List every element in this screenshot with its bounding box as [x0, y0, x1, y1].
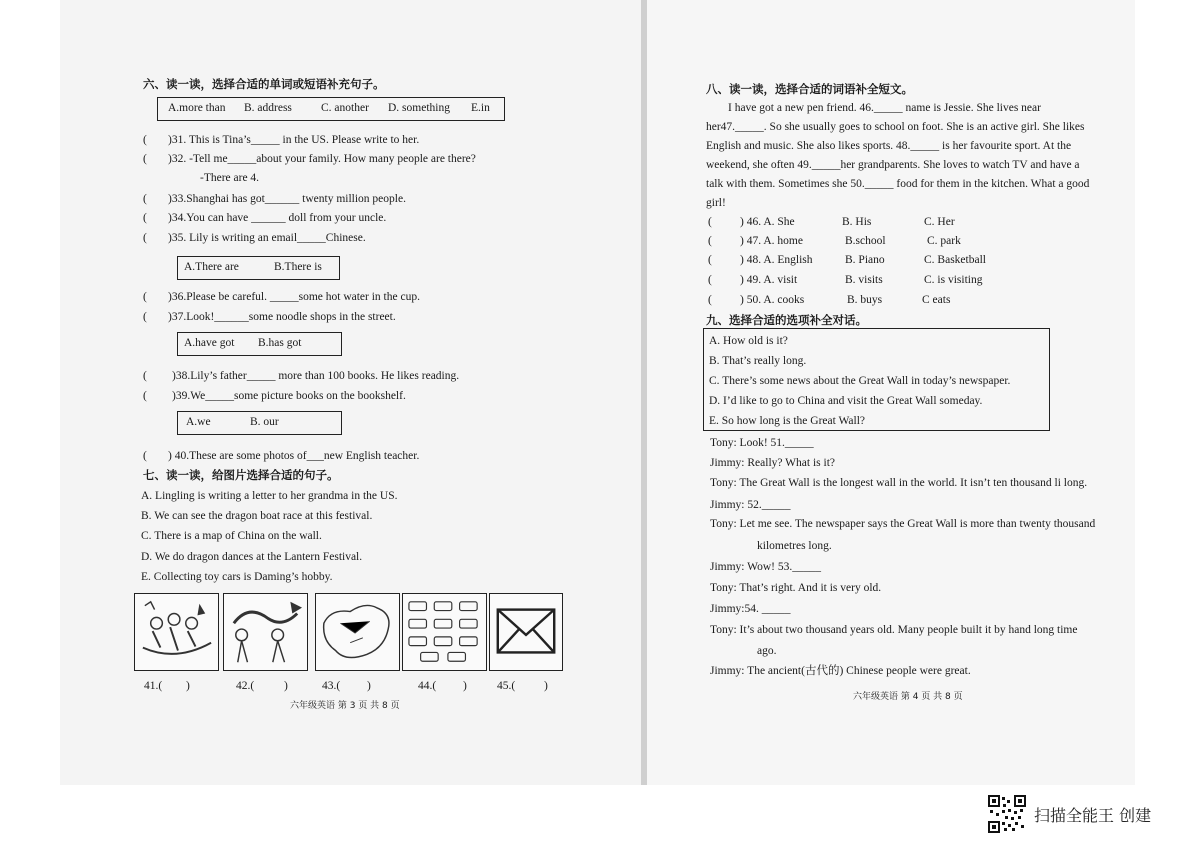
question-40: ) 40.These are some photos of___new English teacher.	[168, 450, 420, 462]
choice-50-b: B. buys	[847, 294, 883, 306]
envelope-icon	[490, 594, 562, 670]
word-bank-option: C. another	[321, 102, 369, 114]
dialogue-line: Tony: Let me see. The newspaper says the Great Wall is more than twenty thousand	[710, 518, 1096, 530]
question-32: )32. -Tell me_____about your family. How many people are there?	[168, 153, 476, 165]
choice-48-b: B. Piano	[845, 254, 885, 266]
picture-map-of-china	[315, 593, 400, 671]
answer-bracket: (	[708, 294, 712, 306]
page-fold	[641, 0, 647, 785]
choice-50-c: C eats	[922, 294, 951, 306]
answer-bracket: (	[143, 212, 147, 224]
dialogue-option: B. That’s really long.	[709, 355, 807, 367]
dialogue-line: Jimmy:54. _____	[710, 603, 791, 615]
dialogue-line: kilometres long.	[757, 540, 832, 552]
choice-46-c: C. Her	[924, 216, 955, 228]
choice-47-b: B.school	[845, 235, 886, 247]
choice-48-a: ) 48. A. English	[740, 254, 813, 266]
dialogue-line: Tony: It’s about two thousand years old. Many people built it by hand long time	[710, 624, 1078, 636]
dialogue-line: Jimmy: Really? What is it?	[710, 457, 835, 469]
answer-bracket: (	[143, 291, 147, 303]
page-footer-left: 六年级英语 第 3 页 共 8 页	[290, 701, 400, 711]
question-38: )38.Lily’s father_____ more than 100 books. He likes reading.	[172, 370, 460, 382]
word-bank-option: E.in	[471, 102, 490, 114]
qr-code-icon	[988, 795, 1026, 833]
question-37: )37.Look!______some noodle shops in the street.	[168, 311, 396, 323]
choice-47-a: ) 47. A. home	[740, 235, 803, 247]
choice-50-a: ) 50. A. cooks	[740, 294, 805, 306]
passage-line: weekend, she often 49._____her grandparents. She loves to watch TV and have a	[706, 159, 1080, 171]
section-9-title: 九、选择合适的选项补全对话。	[706, 313, 867, 327]
passage-line: talk with them. Sometimes she 50._____ food for them in the kitchen. What a good	[706, 178, 1090, 190]
passage-line: her47._____. So she usually goes to school on foot. She is an active girl. She likes	[706, 121, 1085, 133]
answer-bracket: (	[708, 235, 712, 247]
answer-bracket: (	[708, 254, 712, 266]
picture-toy-cars	[402, 593, 487, 671]
answer-bracket: (	[143, 134, 147, 146]
answer-bracket: (	[708, 274, 712, 286]
choice-49-c: C. is visiting	[924, 274, 983, 286]
sentence-option: C. There is a map of China on the wall.	[141, 530, 322, 542]
picture-letter	[489, 593, 563, 671]
choice-49-a: ) 49. A. visit	[740, 274, 798, 286]
dialogue-line: Jimmy: Wow! 53._____	[710, 561, 821, 573]
answer-bracket: (	[143, 311, 147, 323]
dialogue-option: C. There’s some news about the Great Wall in today’s newspaper.	[709, 375, 1011, 387]
answer-bracket: (	[143, 153, 147, 165]
choice-46-a: ) 46. A. She	[740, 216, 795, 228]
map-icon	[316, 594, 399, 670]
dialogue-line: Jimmy: The ancient(古代的) Chinese people were great.	[710, 665, 971, 677]
dialogue-option: A. How old is it?	[709, 335, 788, 347]
choice-48-c: C. Basketball	[924, 254, 986, 266]
passage-line: I have got a new pen friend. 46._____ name is Jessie. She lives near	[728, 102, 1041, 114]
question-39: )39.We_____some picture books on the bookshelf.	[172, 390, 406, 402]
passage-line: English and music. She also likes sports. 48._____ is her favourite sport. At the	[706, 140, 1072, 152]
section-8-title: 八、读一读，选择合适的词语补全短文。	[706, 82, 913, 96]
word-bank-option: A.we	[186, 416, 211, 428]
answer-bracket: (	[143, 193, 147, 205]
section-6-title: 六、读一读，选择合适的单词或短语补充句子。	[143, 77, 385, 91]
word-bank-option: D. something	[388, 102, 450, 114]
word-bank-option: B. our	[250, 416, 279, 428]
picture-42-label: 42.(	[236, 680, 255, 692]
word-bank-option: A.There are	[184, 261, 239, 273]
picture-dragon-dance	[223, 593, 308, 671]
answer-bracket: (	[143, 232, 147, 244]
dialogue-line: Tony: That’s right. And it is very old.	[710, 582, 882, 594]
word-bank-option: A.have got	[184, 337, 235, 349]
question-36: )36.Please be careful. _____some hot water in the cup.	[168, 291, 420, 303]
word-bank-option: B. address	[244, 102, 292, 114]
dialogue-option: D. I’d like to go to China and visit the Great Wall someday.	[709, 395, 983, 407]
answer-bracket: (	[708, 216, 712, 228]
choice-46-b: B. His	[842, 216, 872, 228]
scanner-brand-text: 扫描全能王 创建	[1034, 806, 1152, 825]
picture-43-label: 43.(	[322, 680, 341, 692]
picture-41-label: 41.(	[144, 680, 163, 692]
word-bank-option: B.has got	[258, 337, 302, 349]
section-7-title: 七、读一读，给图片选择合适的句子。	[143, 468, 339, 482]
choice-49-b: B. visits	[845, 274, 883, 286]
dragon-dance-icon	[224, 594, 307, 670]
question-33: )33.Shanghai has got______ twenty million people.	[168, 193, 406, 205]
dialogue-option: E. So how long is the Great Wall?	[709, 415, 866, 427]
scanner-watermark	[988, 795, 1178, 835]
sentence-option: A. Lingling is writing a letter to her grandma in the US.	[141, 490, 398, 502]
question-34: )34.You can have ______ doll from your uncle.	[168, 212, 387, 224]
sentence-option: B. We can see the dragon boat race at this festival.	[141, 510, 373, 522]
answer-bracket: (	[143, 450, 147, 462]
sentence-option: D. We do dragon dances at the Lantern Festival.	[141, 551, 363, 563]
sentence-option: E. Collecting toy cars is Daming’s hobby.	[141, 571, 333, 583]
question-32-answer: -There are 4.	[200, 172, 260, 184]
dragon-boat-icon	[135, 594, 218, 670]
passage-line: girl!	[706, 197, 726, 209]
dialogue-line: Tony: Look! 51._____	[710, 437, 814, 449]
picture-45-label: 45.(	[497, 680, 516, 692]
picture-44-label: 44.(	[418, 680, 437, 692]
dialogue-line: ago.	[757, 645, 777, 657]
picture-dragon-boat	[134, 593, 219, 671]
toy-cars-icon	[403, 594, 486, 670]
answer-bracket: (	[143, 370, 147, 382]
answer-bracket: (	[143, 390, 147, 402]
choice-47-c: C. park	[927, 235, 961, 247]
dialogue-line: Tony: The Great Wall is the longest wall in the world. It isn’t ten thousand li long.	[710, 477, 1088, 489]
question-31: )31. This is Tina’s_____ in the US. Please write to her.	[168, 134, 420, 146]
page-footer-right: 六年级英语 第 4 页 共 8 页	[853, 692, 963, 702]
question-35: )35. Lily is writing an email_____Chinese.	[168, 232, 366, 244]
word-bank-option: A.more than	[168, 102, 226, 114]
word-bank-option: B.There is	[274, 261, 322, 273]
dialogue-line: Jimmy: 52._____	[710, 499, 791, 511]
